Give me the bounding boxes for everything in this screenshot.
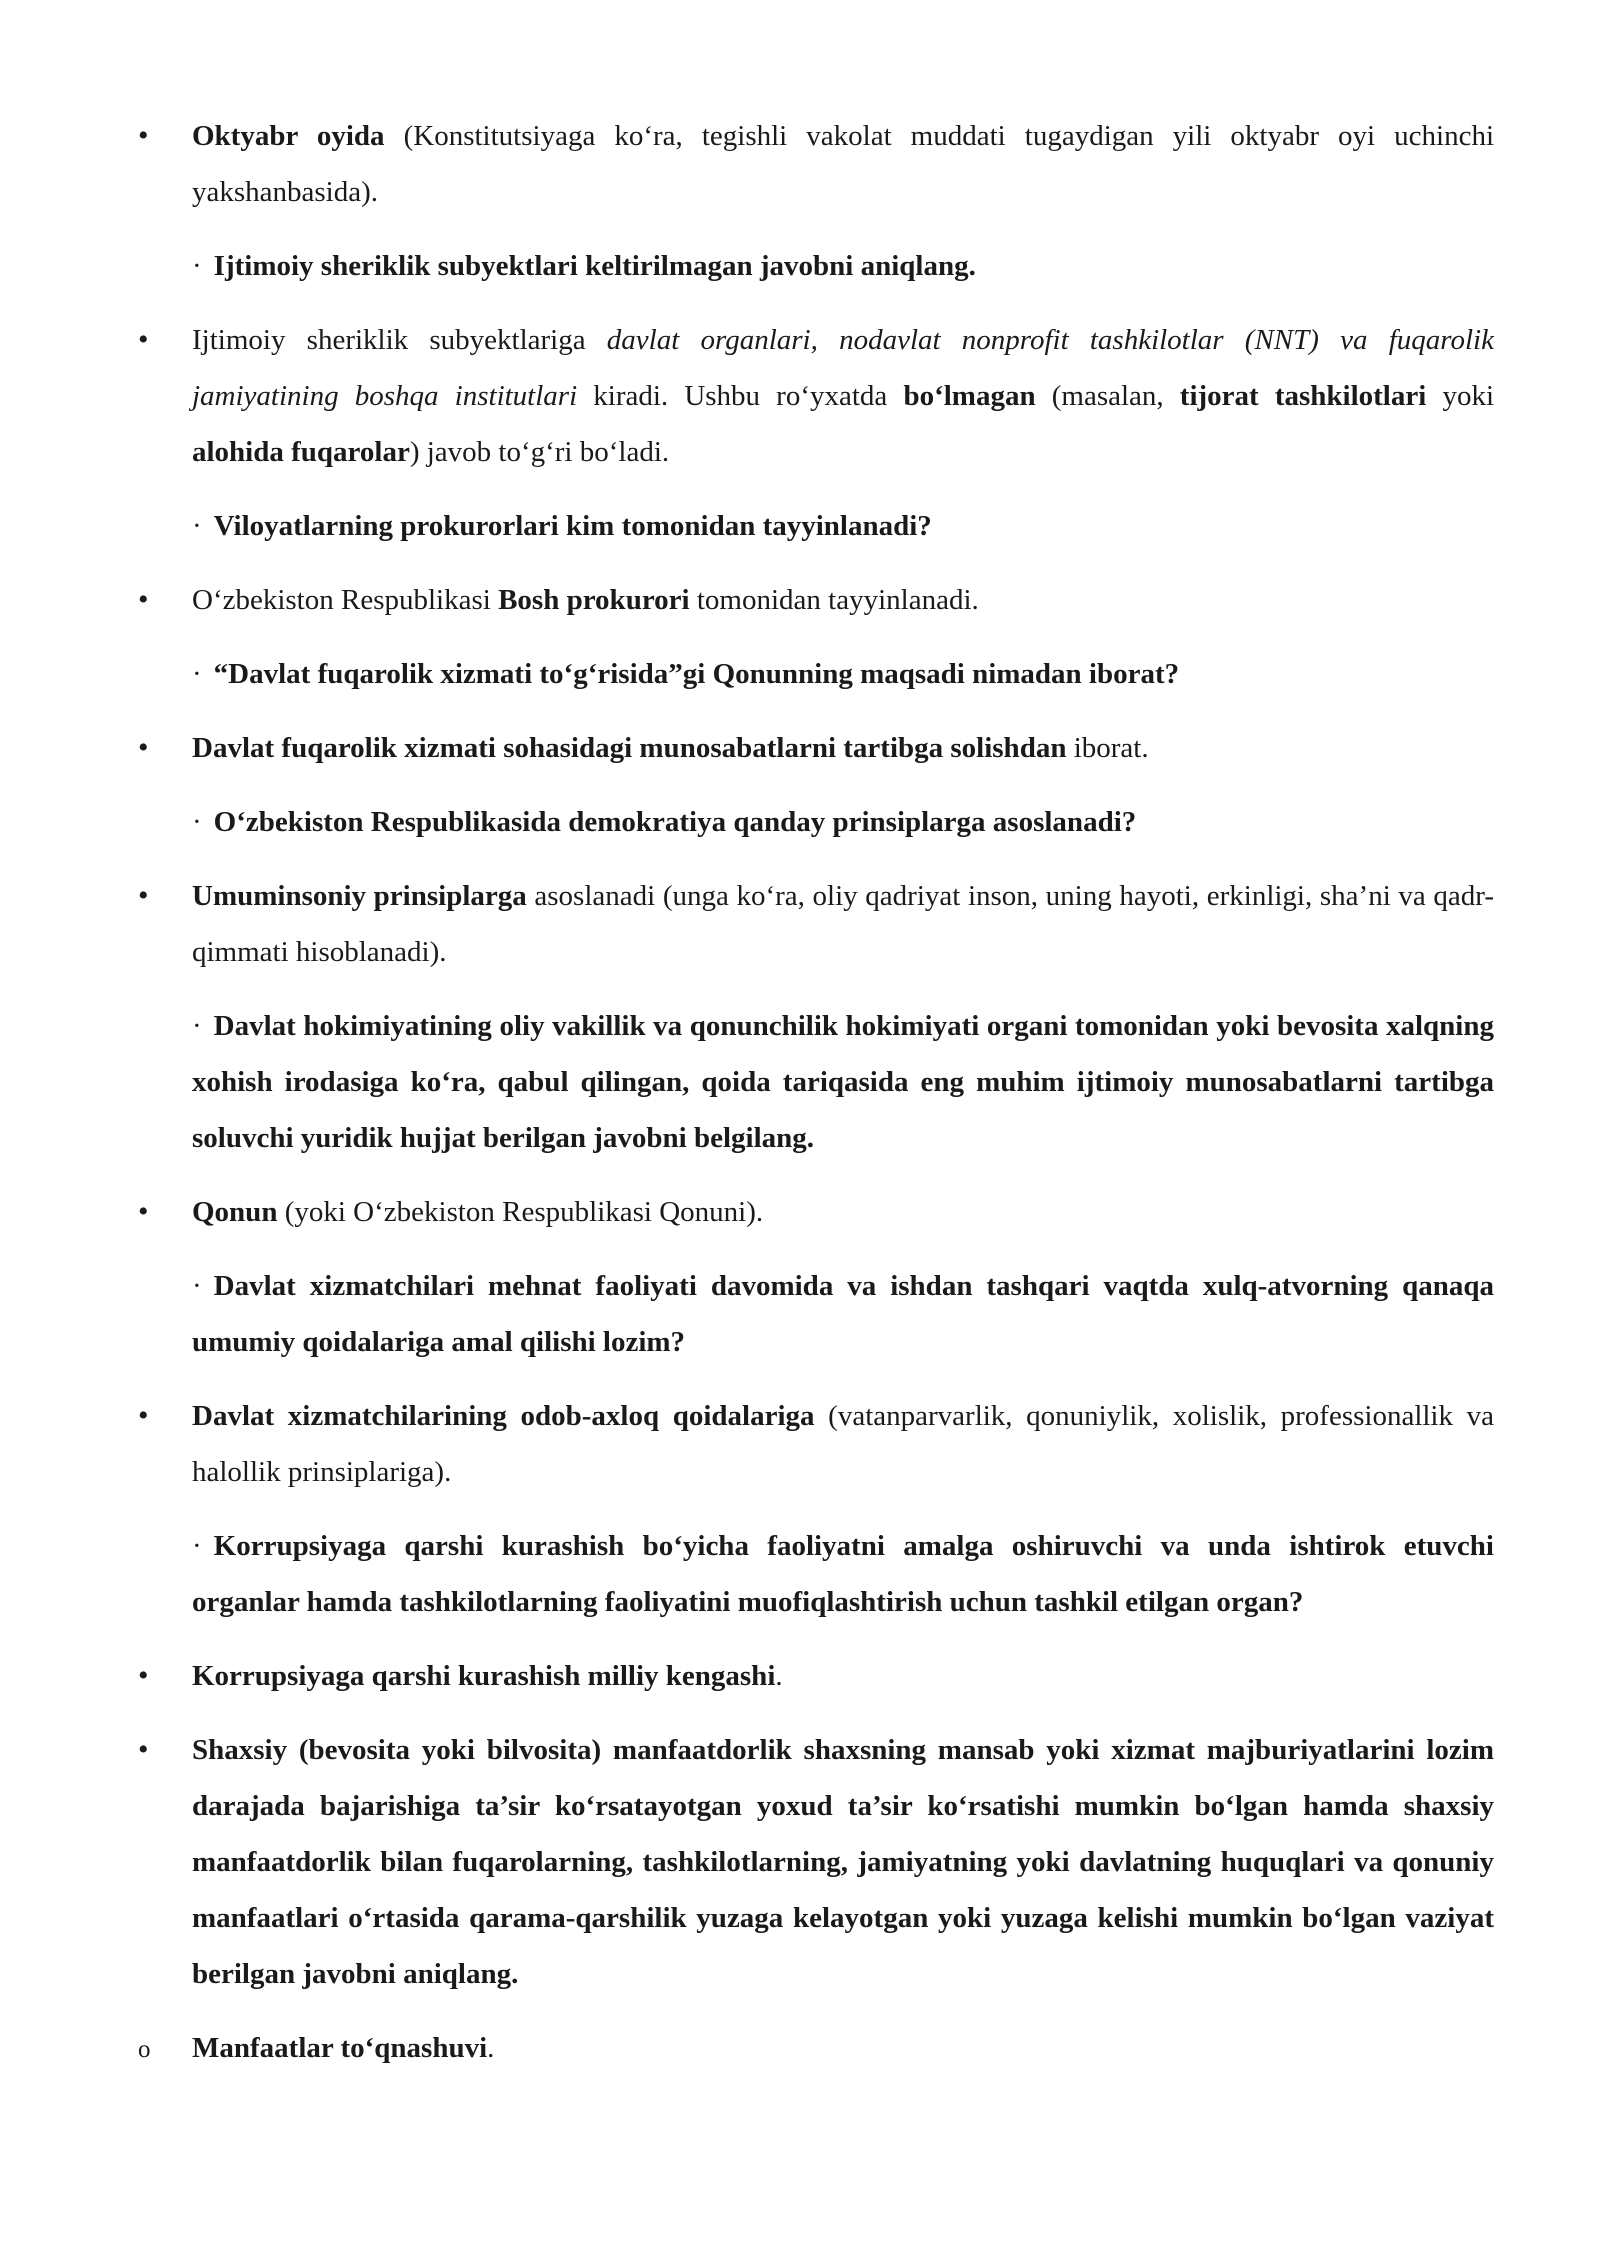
bold-text: Korrupsiyaga qarshi kurashish milliy kengashi	[192, 1660, 776, 1692]
answer-text: ) javob toʻgʻri boʻladi.	[409, 436, 670, 468]
question-text: Davlat xizmatchilari mehnat faoliyati davomida va ishdan tashqari vaqtda xulq-atvorning qanaqa umumiy qoidalariga amal qilishi lozim?	[192, 1270, 1494, 1358]
bullet-list-item	[138, 572, 1494, 628]
answer-text: kiradi. Ushbu roʻyxatda	[577, 380, 904, 412]
bullet-list-item	[138, 1722, 1494, 2002]
question-paragraph	[138, 998, 1494, 1166]
bold-text: Oktyabr oyida	[192, 120, 385, 152]
question-bullet: ·	[192, 658, 202, 690]
bullet-list-item	[138, 1648, 1494, 1704]
answer-text: (masalan,	[1035, 380, 1180, 412]
bullet-list-item	[138, 1184, 1494, 1240]
question-text: “Davlat fuqarolik xizmati toʻgʻrisida”gi Qonunning maqsadi nimadan iborat?	[213, 658, 1180, 690]
bullet-list-item	[138, 108, 1494, 220]
answer-text: iborat.	[1066, 732, 1149, 764]
question-paragraph	[138, 1258, 1494, 1370]
bullet-list-item	[138, 868, 1494, 980]
bold-text: tijorat tashkilotlari	[1179, 380, 1427, 412]
question-text: Davlat hokimiyatining oliy vakillik va qonunchilik hokimiyati organi tomonidan yoki bevosita xalqning xohish irodasiga koʻra, qabul qilingan, qoida tariqasida eng muhim ijtimoiy munosabatlarni tartibga soluvchi yuridik hujjat berilgan javobni belgilang.	[192, 1010, 1494, 1154]
answer-text: Ijtimoiy sheriklik subyektlariga	[192, 324, 607, 356]
bold-text: Manfaatlar toʻqnashuvi	[192, 2032, 488, 2064]
question-text: Viloyatlarning prokurorlari kim tomonidan tayyinlanadi?	[213, 510, 932, 542]
document-body	[138, 108, 1494, 2094]
bold-text: boʻlmagan	[903, 380, 1036, 412]
bullet-icon	[138, 1388, 168, 1444]
question-bullet: ·	[192, 250, 202, 282]
question-paragraph	[138, 794, 1494, 850]
answer-text: tomonidan tayyinlanadi.	[689, 584, 979, 616]
answer-text: .	[775, 1660, 783, 1692]
bold-text: Bosh prokurori	[498, 584, 690, 616]
circle-bullet-icon	[138, 2020, 168, 2078]
question-text: Oʻzbekiston Respublikasida demokratiya qanday prinsiplarga asoslanadi?	[213, 806, 1137, 838]
question-bullet: ·	[192, 806, 202, 838]
answer-text: Oʻzbekiston Respublikasi	[192, 584, 499, 616]
bold-text: alohida fuqarolar	[192, 436, 410, 468]
bold-text: Qonun	[192, 1196, 278, 1228]
bullet-icon	[138, 720, 168, 776]
answer-text: .	[487, 2032, 495, 2064]
bold-text: Davlat xizmatchilarining odob-axloq qoidalariga	[192, 1400, 815, 1432]
bullet-list-item	[138, 720, 1494, 776]
bullet-icon	[138, 108, 168, 164]
answer-text: (vatanparvarlik, qonuniylik, xolislik, professionallik va halollik prinsiplariga).	[192, 1400, 1494, 1488]
question-paragraph	[138, 238, 1494, 294]
italic-text: davlat organlari, nodavlat nonprofit tashkilotlar (NNT) va fuqarolik jamiyatining boshqa institutlari	[192, 324, 1494, 412]
answer-text: (Konstitutsiyaga koʻra, tegishli vakolat muddati tugaydigan yili oktyabr oyi uchinchi yakshanbasida).	[192, 120, 1494, 208]
answer-text: yoki	[1426, 380, 1494, 412]
question-paragraph	[138, 498, 1494, 554]
question-bullet: ·	[192, 510, 202, 542]
bullet-icon	[138, 1722, 168, 1778]
bullet-list-item	[138, 312, 1494, 480]
circle-list-item	[138, 2020, 1494, 2076]
answer-text: (yoki Oʻzbekiston Respublikasi Qonuni).	[277, 1196, 764, 1228]
bold-text: Shaxsiy (bevosita yoki bilvosita) manfaatdorlik shaxsning mansab yoki xizmat majburiyatlarini lozim darajada bajarishiga ta’sir koʻrsatayotgan yoxud ta’sir koʻrsatishi mumkin boʻlgan hamda shaxsiy manfaatdorlik bilan fuqarolarning, tashkilotlarning, jamiyatning yoki davlatning huquqlari va qonuniy manfaatlari oʻrtasida qarama-qarshilik yuzaga kelayotgan yoki yuzaga kelishi mumkin boʻlgan vaziyat berilgan javobni aniqlang.	[192, 1734, 1494, 1990]
question-bullet: ·	[192, 1530, 202, 1562]
question-paragraph	[138, 1518, 1494, 1630]
bullet-icon	[138, 572, 168, 628]
bullet-icon	[138, 1648, 168, 1704]
bold-text: Umuminsoniy prinsiplarga	[192, 880, 527, 912]
question-paragraph	[138, 646, 1494, 702]
bold-text: Davlat fuqarolik xizmati sohasidagi munosabatlarni tartibga solishdan	[192, 732, 1067, 764]
bullet-list-item	[138, 1388, 1494, 1500]
question-text: Ijtimoiy sheriklik subyektlari keltirilmagan javobni aniqlang.	[213, 250, 976, 282]
bullet-icon	[138, 312, 168, 368]
question-text: Korrupsiyaga qarshi kurashish boʻyicha faoliyatni amalga oshiruvchi va unda ishtirok etuvchi organlar hamda tashkilotlarning faoliyatini muofiqlashtirish uchun tashkil etilgan organ?	[192, 1530, 1494, 1618]
answer-text: asoslanadi (unga koʻra, oliy qadriyat inson, uning hayoti, erkinligi, sha’ni va qadr-qimmati hisoblanadi).	[192, 880, 1494, 968]
bullet-icon	[138, 868, 168, 924]
bullet-icon	[138, 1184, 168, 1240]
question-bullet: ·	[192, 1270, 202, 1302]
question-bullet: ·	[192, 1010, 202, 1042]
